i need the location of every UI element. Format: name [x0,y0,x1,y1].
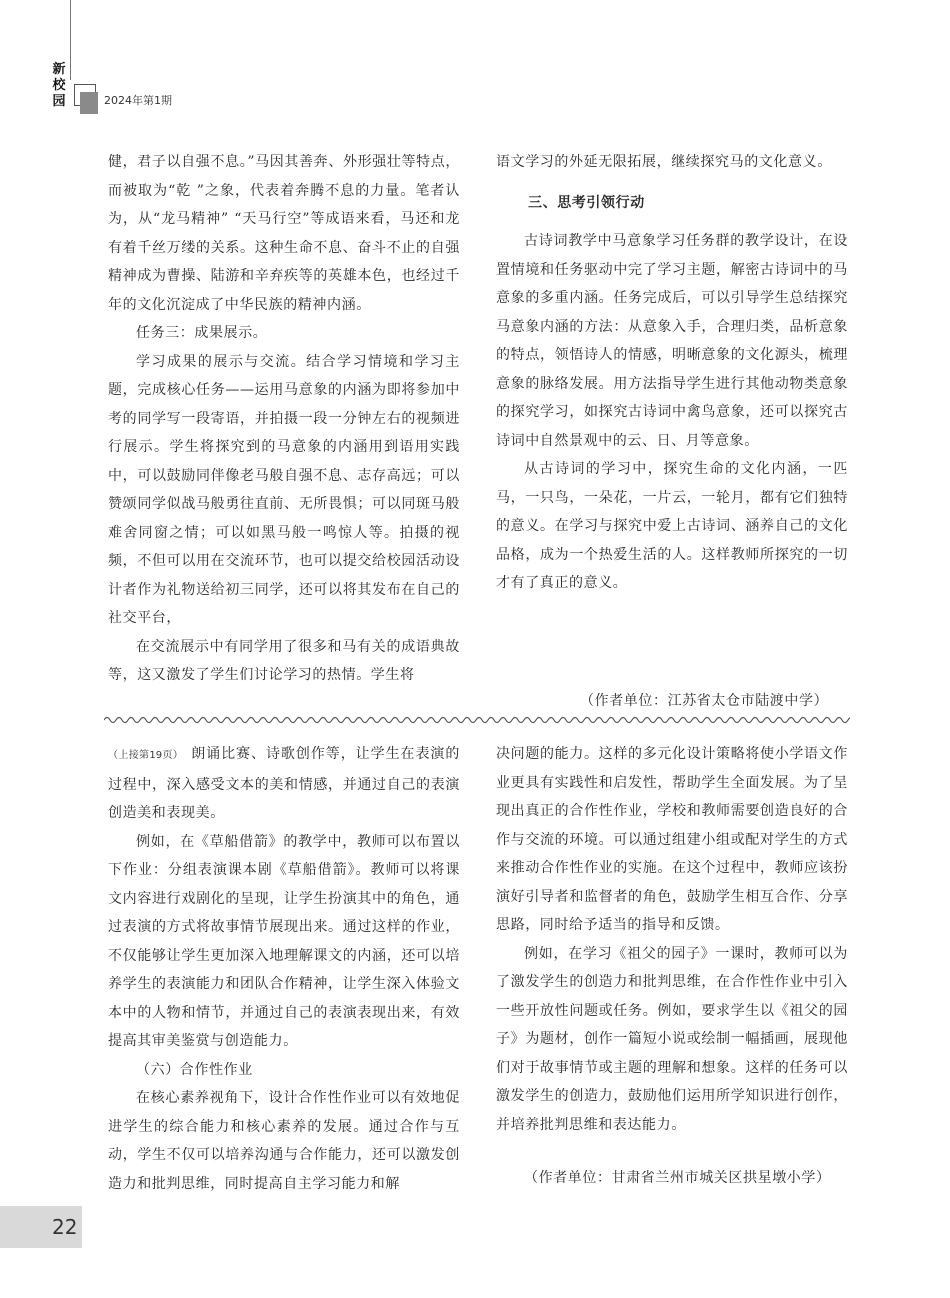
paragraph: 从古诗词的学习中，探究生命的文化内涵，一匹马，一只鸟，一朵花，一片云，一轮月，都有它们独特的意义。在学习与探究中爱上古诗词、涵养自己的文化品格，成为一个热爱生活的人。这样教师所探究的一切才有了真正的意义。 [496,461,848,591]
page-number: 22 [52,1215,78,1239]
paragraph: 任务三：成果展示。 [136,325,268,341]
magazine-name [50,62,68,110]
article-top-right-column [496,148,848,598]
paragraph: 古诗词教学中马意象学习任务群的教学设计，在设置情境和任务驱动中完了学习主题，解密古诗词中的马意象的多重内涵。任务完成后，可以引导学生总结探究马意象内涵的方法：从意象入手，合理归类，品析意象的特点，领悟诗人的情感，明晰意象的文化源头，梳理意象的脉络发展。用方法指导学生进行其他动物类意象的探究学习，如探究古诗词中禽鸟意象，还可以探究古诗词中自然景观中的云、日、月等意象。 [496,233,848,449]
magazine-char: 新 [52,62,66,77]
paragraph: 语文学习的外延无限拓展，继续探究马的文化意义。 [496,154,832,170]
subsection-heading: （六）合作性作业 [136,1061,253,1078]
paragraph: 学习成果的展示与交流。结合学习情境和学习主题，完成核心任务——运用马意象的内涵为即将参加中考的同学写一段寄语，并拍摄一段一分钟左右的视频进行展示。学生将探究到的马意象的内涵用到语用实践中，可以鼓励同伴像老马般自强不息、志存高远；可以赞颂同学似战马般勇往直前、无所畏惧；可以同斑马般难舍同窗之情；可以如黑马般一鸣惊人等。拍摄的视频，不但可以用在交流环节，也可以提交给校园活动设计者作为礼物送给初三同学，还可以将其发布在自己的社交平台， [108,353,460,626]
paragraph: 决问题的能力。这样的多元化设计策略将使小学语文作业更具有实践性和启发性，帮助学生全面发展。为了呈现出真正的合作性作业，学校和教师需要创造良好的合作与交流的环境。可以通过组建小组或配对学生的方式来推动合作性作业的实施。在这个过程中，教师应该扮演好引导者和监督者的角色，鼓励学生相互合作、分享思路，同时给予适当的指导和反馈。 [496,746,848,933]
paragraph: 健，君子以自强不息。”马因其善奔、外形强壮等特点，而被取为“乾 ”之象，代表着奔腾不息的力量。笔者认为，从“龙马精神” “天马行空”等成语来看，马还和龙有着千丝万缕的关系。这种生命不息、奋斗不止的自强精神成为曹操、陆游和辛弃疾等的英雄本色，也经过千年的文化沉淀成了中华民族的精神内涵。 [108,154,460,313]
magazine-char: 校 [52,78,66,93]
issue-label: 2024年第1期 [104,94,172,107]
paragraph: 例如，在学习《祖父的园子》一课时，教师可以为了激发学生的创造力和批判思维，在合作性作业中引入一些开放性问题或任务。例如，要求学生以《祖父的园子》为题材，创作一篇短小说或绘制一幅插画，展现他们对于故事情节或主题的理解和想象。这样的任务可以激发学生的创造力，鼓励他们运用所学知识进行创作，并培养批判思维和表达能力。 [496,945,848,1133]
article-top-left-column [108,148,460,690]
paragraph-text: 朗诵比赛、诗歌创作等，让学生在表演的过程中，深入感受文本的美和情感，并通过自己的表演创造美和表现美。 [108,746,460,821]
paragraph [108,740,460,828]
header-vertical-rule [70,0,71,80]
article-bottom-left-column [108,740,460,1198]
paragraph: 例如，在《草船借箭》的教学中，教师可以布置以下作业：分组表演课本剧《草船借箭》。教师可以将课文内容进行戏剧化的呈现，让学生扮演其中的角色，通过表演的方式将故事情节展现出来。通过这样的作业，不仅能够让学生更加深入地理解课文的内涵，还可以培养学生的表演能力和团队合作精神，让学生深入体验文本中的人物和情节，并通过自己的表演表现出来，有效提高其审美鉴赏与创造能力。 [108,833,460,1049]
author-affiliation: （作者单位：甘肃省兰州市城关区拱星墩小学） [524,1170,831,1186]
section-heading: 三、思考引领行动 [528,194,645,211]
magazine-char: 园 [52,94,66,109]
wavy-divider [104,712,850,728]
paragraph: 在交流展示中有同学用了很多和马有关的成语典故等，这又激发了学生们讨论学习的热情。学生将 [108,638,460,683]
author-affiliation: （作者单位：江苏省太仓市陆渡中学） [580,693,829,709]
header-decoration [74,84,98,114]
paragraph: 在核心素养视角下，设计合作性作业可以有效地促进学生的综合能力和核心素养的发展。通过合作与互动，学生不仅可以培养沟通与合作能力，还可以激发创造力和批判思维，同时提高自主学习能力和解 [108,1090,460,1192]
continued-from-label: （上接第19页） [108,750,184,761]
article-bottom-right-column [496,740,848,1139]
